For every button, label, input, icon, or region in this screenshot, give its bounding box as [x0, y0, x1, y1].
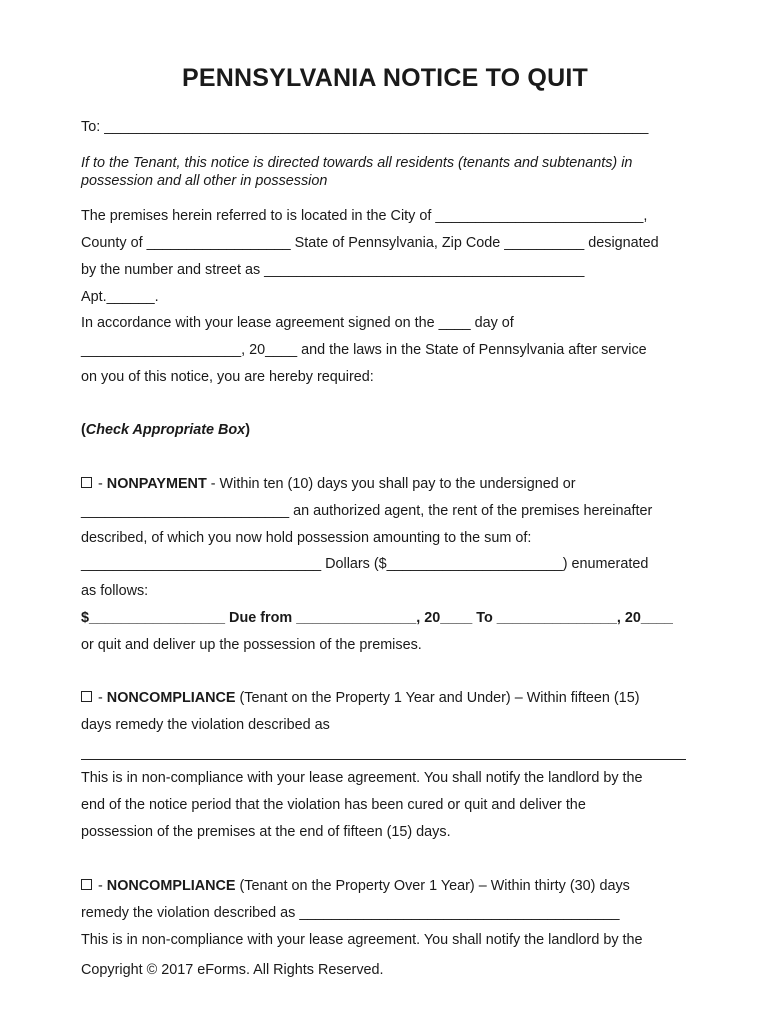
noncompliance2-heading: NONCOMPLIANCE: [106, 878, 236, 894]
noncompliance2-line-3: This is in non-compliance with your lease agreement. You shall notify the landlord by the: [81, 932, 643, 948]
noncompliance2-line-1: - NONCOMPLIANCE (Tenant on the Property Over 1 Year) – Within thirty (30) days: [81, 877, 630, 895]
nonpayment-line-2: __________________________ an authorized agent, the rent of the premises hereinafter: [81, 503, 653, 519]
premises-line-6: ____________________, 20____ and the laws in the State of Pennsylvania after service: [81, 342, 647, 358]
noncompliance1-line-3: This is in non-compliance with your lease agreement. You shall notify the landlord by the: [81, 770, 643, 786]
intro-line-2: possession and all other in possession: [81, 173, 328, 189]
check-box-instruction: (Check Appropriate Box): [81, 422, 250, 438]
noncompliance1-checkbox[interactable]: [81, 691, 92, 702]
nonpayment-line-1: - NONPAYMENT - Within ten (10) days you shall pay to the undersigned or: [81, 475, 576, 493]
noncompliance1-heading: NONCOMPLIANCE: [106, 690, 236, 706]
nonpayment-checkbox[interactable]: [81, 477, 92, 488]
premises-line-7: on you of this notice, you are hereby required:: [81, 369, 374, 385]
noncompliance2-checkbox[interactable]: [81, 879, 92, 890]
intro-line-1: If to the Tenant, this notice is directed towards all residents (tenants and subtenants) in: [81, 155, 633, 171]
nonpayment-line-5: as follows:: [81, 583, 149, 599]
premises-line-3: by the number and street as ________________________________________: [81, 262, 585, 278]
nonpayment-line-6: $_________________ Due from _______________, 20____ To _______________, 20____: [81, 610, 673, 626]
page-title: PENNSYLVANIA NOTICE TO QUIT: [182, 64, 588, 92]
noncompliance1-line-1: - NONCOMPLIANCE (Tenant on the Property 1 Year and Under) – Within fifteen (15): [81, 689, 639, 707]
nonpayment-line-7: or quit and deliver up the possession of the premises.: [81, 637, 422, 653]
nonpayment-line-3: described, of which you now hold possession amounting to the sum of:: [81, 530, 532, 546]
noncompliance1-line-5: possession of the premises at the end of fifteen (15) days.: [81, 824, 451, 840]
nonpayment-line-4: ______________________________ Dollars ($______________________) enumerated: [81, 556, 649, 572]
nonpayment-heading: NONPAYMENT: [106, 476, 207, 492]
violation-blank-line: [81, 759, 686, 760]
to-line: To: ____________________________________________________________________: [81, 119, 649, 135]
premises-line-4: Apt.______.: [81, 289, 159, 305]
noncompliance1-line-2: days remedy the violation described as: [81, 717, 330, 733]
premises-line-1: The premises herein referred to is located in the City of __________________________,: [81, 208, 648, 224]
noncompliance2-line-2: remedy the violation described as ________________________________________: [81, 905, 620, 921]
premises-line-2: County of __________________ State of Pennsylvania, Zip Code __________ designated: [81, 235, 659, 251]
premises-line-5: In accordance with your lease agreement signed on the ____ day of: [81, 315, 514, 331]
noncompliance1-line-4: end of the notice period that the violation has been cured or quit and deliver the: [81, 797, 586, 813]
copyright-footer: Copyright © 2017 eForms. All Rights Reserved.: [81, 962, 384, 978]
